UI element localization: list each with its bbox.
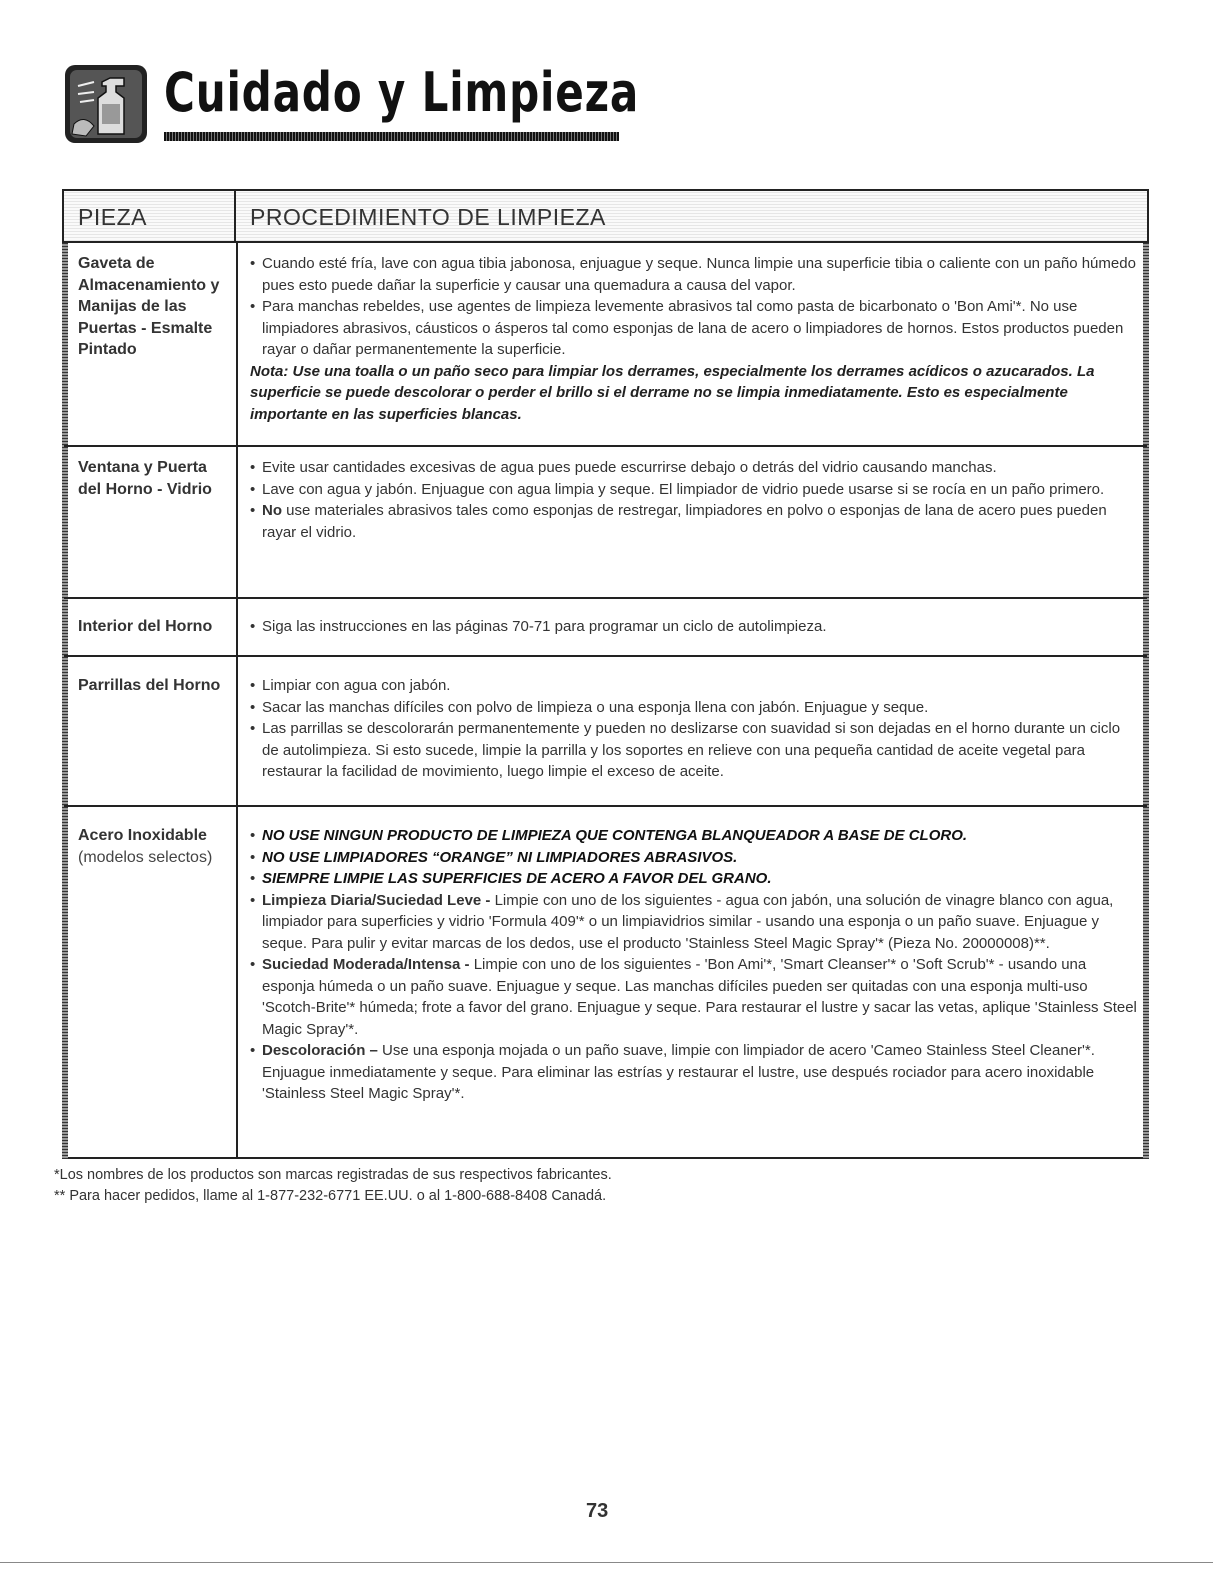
list-item: • No use materiales abrasivos tales como esponjas de restregar, limpiadores en polvo o esponjas de lana de acero pues pueden rayar el vidrio. (250, 502, 1107, 541)
bottom-rule (0, 1562, 1213, 1563)
row-label: Interior del Horno (78, 618, 213, 635)
row-procedure (250, 825, 1140, 1105)
bullet: • (250, 720, 256, 737)
row-label: Ventana y Puerta del Horno - Vidrio (78, 459, 212, 498)
row-procedure (250, 616, 1140, 638)
bullet: • (250, 618, 256, 635)
list-item: • Para manchas rebeldes, use agentes de limpieza levemente abrasivos tal como pasta de bicarbonato o 'Bon Ami'*. No use limpiadores abrasivos, cáusticos o ásperos tal como esponjas de lana de acero o limpiadores de hornos. Estos productos pueden rayar o dañar permanentemente la superficie. (250, 298, 1124, 358)
row-procedure (250, 675, 1140, 783)
footnote-trademarks: *Los nombres de los productos son marcas registradas de sus respectivos fabricantes. (54, 1167, 612, 1183)
list-item: • Limpiar con agua con jabón. (250, 675, 1140, 697)
bullet: • (250, 459, 256, 476)
row-label-subtitle: (modelos selectos) (78, 848, 213, 866)
warning-item: • NO USE LIMPIADORES “ORANGE” NI LIMPIADORES ABRASIVOS. (250, 847, 1140, 869)
table-row-oven-interior (64, 599, 1147, 657)
footnote-ordering: ** Para hacer pedidos, llame al 1-877-232-6771 EE.UU. o al 1-800-688-8408 Canadá. (54, 1188, 607, 1204)
bullet: • (250, 298, 256, 315)
row-procedure (250, 253, 1140, 425)
page-number: 73 (586, 1500, 609, 1522)
list-item: • Limpieza Diaria/Suciedad Leve - Limpie con uno de los siguientes - agua con jabón, una solución de vinagre blanco con agua, limpiador para superficies y vidrio 'Formula 409'* o un limpiavidrios similar - usando una esponja o un paño suave. Enjuague y seque. Para pulir y evitar marcas de los dedos, use el producto 'Stainless Steel Magic Spray'* (Pieza No. 20000008)**. (250, 891, 1114, 952)
bullet: • (250, 848, 256, 866)
cleaning-table (62, 189, 1149, 1159)
bullet: • (250, 480, 256, 498)
bullet: • (250, 870, 256, 887)
column-header-pieza: PIEZA (78, 204, 147, 230)
bullet: • (250, 827, 256, 844)
bullet: • (250, 502, 256, 519)
list-item: • Suciedad Moderada/Intensa - Limpie con uno de los siguientes - 'Bon Ami'*, 'Smart Cleanser'* o 'Soft Scrub'* - usando una esponja húmeda o un paño suave. Enjuague y seque. Las manchas difíciles pueden ser quitadas con una esponja multi-uso 'Scotch-Brite'* húmeda; frote a favor del grano. Enjuague y seque. Para restaurar el lustre y sacar las vetas, aplique 'Stainless Steel Magic Spray'*. (250, 956, 1137, 1038)
bullet: • (250, 255, 256, 272)
column-header-procedimiento: PROCEDIMIENTO DE LIMPIEZA (250, 204, 606, 230)
list-item: • Siga las instrucciones en las páginas 70-71 para programar un ciclo de autolimpieza. (250, 616, 1140, 638)
list-item: • Las parrillas se descolorarán permanentemente y pueden no deslizarse con suavidad si son dejadas en el horno durante un ciclo de autolimpieza. Si esto sucede, limpie la parrilla y los soportes en relieve con una pequeña cantidad de aceite vegetal para restaurar la facilidad de movimiento, luego limpie el exceso de aceite. (250, 720, 1121, 780)
table-row-stainless (64, 807, 1147, 1157)
cleaning-spray-icon (64, 64, 148, 144)
row-label-title: Acero Inoxidable (78, 827, 207, 844)
bullet: • (250, 677, 256, 694)
bullet: • (250, 698, 256, 716)
note-text: Nota: Use una toalla o un paño seco para limpiar los derrames, especialmente los derrames acídicos o azucarados. La superficie se puede descolorar o perder el brillo si el derrame no se limpia inmediatamente. Esto es especialmente importante en las superficies blancas. (250, 362, 1095, 423)
row-label: Gaveta de Almacenamiento y Manijas de las Puertas - Esmalte Pintado (78, 255, 220, 358)
warning-item: • SIEMPRE LIMPIE LAS SUPERFICIES DE ACERO A FAVOR DEL GRANO. (250, 868, 1140, 890)
page-title: Cuidado y Limpieza (164, 61, 640, 124)
warning-item: • NO USE NINGUN PRODUCTO DE LIMPIEZA QUE CONTENGA BLANQUEADOR A BASE DE CLORO. (250, 825, 1140, 847)
table-header-cell-part (64, 191, 236, 243)
table-row-oven-racks (64, 657, 1147, 807)
list-item: • Evite usar cantidades excesivas de agua pues puede escurrirse debajo o detrás del vidrio causando manchas. (250, 457, 1140, 479)
row-label (78, 825, 234, 868)
bullet: • (250, 891, 256, 909)
list-item: • Lave con agua y jabón. Enjuague con agua limpia y seque. El limpiador de vidrio puede usarse si se rocía en un paño primero. (250, 479, 1140, 501)
list-item: • Descoloración – Use una esponja mojada o un paño suave, limpie con limpiador de acero 'Cameo Stainless Steel Cleaner'*. Enjuague inmediatamente y seque. Para eliminar las estrías y restaurar el lustre, use después rociador para acero inoxidable 'Stainless Steel Magic Spray'*. (250, 1042, 1095, 1102)
title-underline (164, 132, 619, 141)
table-row-glass (64, 447, 1147, 599)
page-header (64, 58, 640, 148)
row-procedure (250, 457, 1140, 543)
bullet: • (250, 956, 256, 973)
list-item: • Sacar las manchas difíciles con polvo de limpieza o una esponja llena con jabón. Enjuague y seque. (250, 697, 1140, 719)
table-header-row (64, 191, 1147, 243)
list-item: • Cuando esté fría, lave con agua tibia jabonosa, enjuague y seque. Nunca limpie una superficie tibia o caliente con un paño húmedo pues esto puede dañar la superficie y causar una quemadura a causa del vapor. (250, 255, 1136, 294)
table-row-enamel (64, 243, 1147, 447)
bullet: • (250, 1042, 256, 1059)
row-label: Parrillas del Horno (78, 677, 221, 694)
